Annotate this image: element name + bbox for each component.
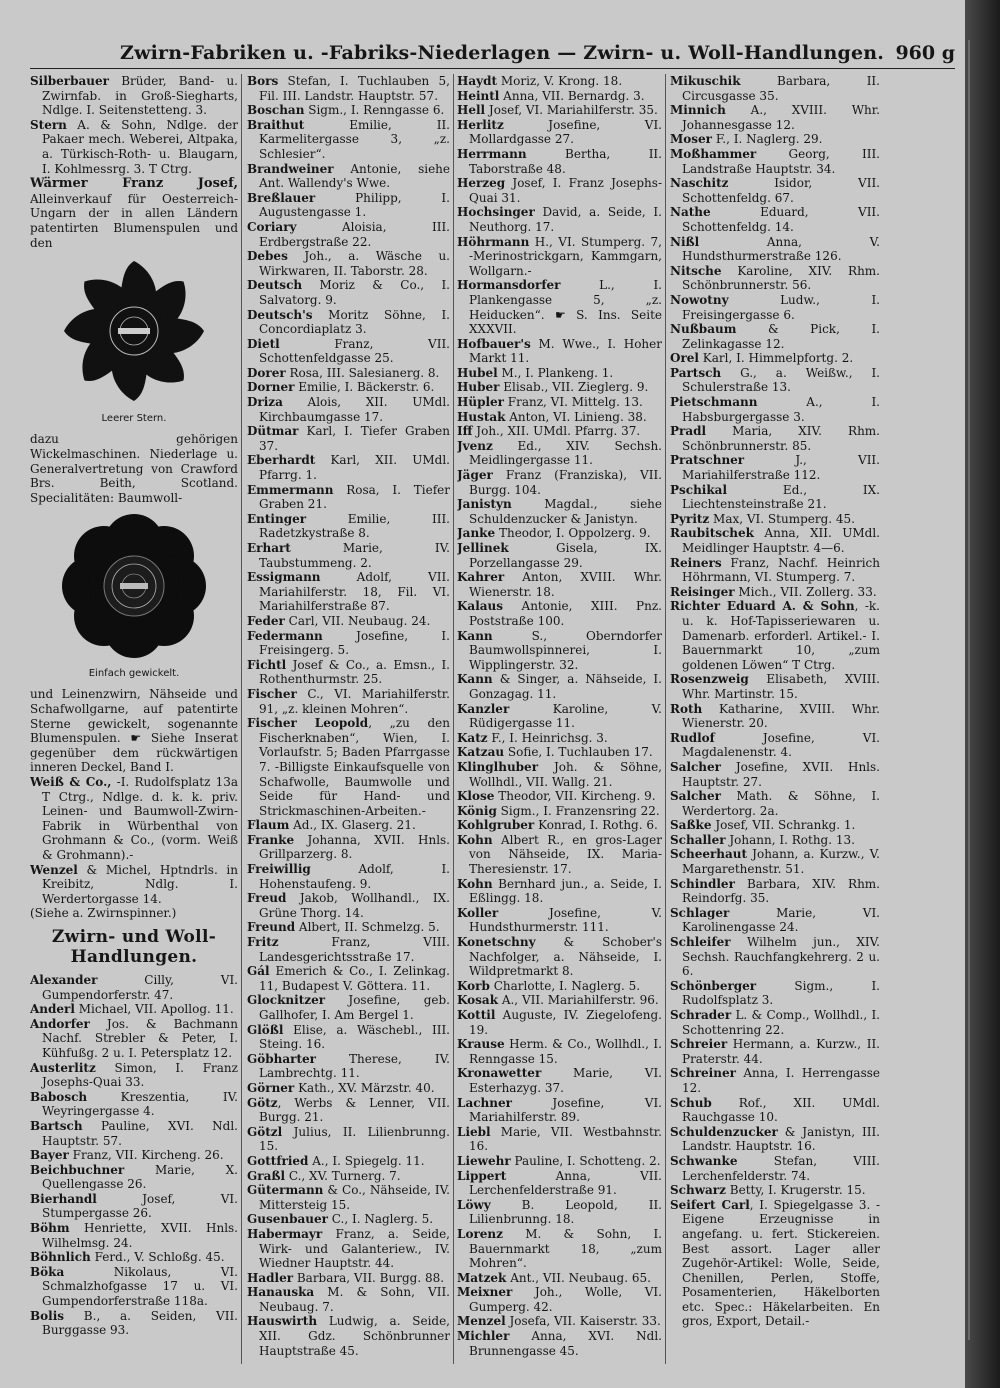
image-caption-1: Leerer Stern. (101, 412, 167, 424)
directory-entry: Naschitz Isidor, VII. Schottenfeldg. 67. (670, 176, 880, 205)
column-2 (247, 74, 450, 1374)
section-title: Zwirn- und Woll-Handlungen. (51, 926, 217, 967)
page-edge (965, 0, 1000, 1388)
directory-entry: Salcher Josefine, XVII. Hnls. Hauptstr. 27. (670, 759, 880, 789)
directory-entry: Erhart Marie, IV. Taubstummeng. 2. (247, 541, 450, 570)
directory-entry: Weiß & Co., -I. Rudolfsplatz 13a T Ctrg., Ndlge. d. k. k. priv. Leinen- und Baumwoll-Zwirn-Fabrik in Würbenthal von Grohmann & Co., (vorm. Weiß & Grohmann).- (30, 775, 238, 862)
directory-entry: Nißl Anna, V. Hundsthurmerstraße 126. (670, 234, 880, 264)
column-divider (241, 74, 242, 1364)
directory-entry: Fischer C., VI. Mariahilferstr. 91, „z. kleinen Mohren“. (247, 686, 450, 716)
directory-entry: Herlitz Josefine, VI. Mollardgasse 27. (457, 117, 662, 147)
directory-entry: Schwanke Stefan, VIII. Lerchenfelderstr. 74. (670, 1153, 880, 1183)
directory-entry: Habermayr Franz, a. Seide, Wirk- und Galanteriew., IV. Wiedner Hauptstr. 44. (247, 1226, 450, 1271)
entries-mid (30, 775, 238, 921)
directory-entry: Bierhandl Josef, VI. Stumpergasse 26. (30, 1191, 238, 1221)
directory-entry: Kann & Singer, a. Nähseide, I. Gonzagag. 11. (457, 672, 662, 701)
directory-entry: Iff Joh., XII. UMdl. Pfarrg. 37. (457, 424, 641, 439)
directory-entry: Glößl Elise, a. Wäschebl., III. Steing. 16. (247, 1022, 450, 1052)
entries-bottom (30, 973, 238, 1338)
directory-entry: Hell Josef, VI. Mariahilferstr. 35. (457, 103, 658, 118)
entries (670, 74, 880, 1329)
directory-entry: Freund Albert, II. Schmelzg. 5. (247, 920, 440, 935)
directory-entry: Kalaus Antonie, XIII. Pnz. Poststraße 100. (457, 599, 662, 628)
directory-entry: Salcher Math. & Söhne, I. Werdertorg. 2a. (670, 789, 880, 818)
star-spool-wound-image (30, 511, 238, 665)
column-1 (30, 74, 238, 1374)
directory-entry: Fischer Leopold, „zu den Fischerknaben“, Wien, I. Vorlaufstr. 5; Baden Pfarrgasse 7. -Billigste Einkaufsquelle von Schafwolle, Baumwolle und Seide für Hand- und Strickmaschinen-Arbeiten.- (247, 716, 450, 818)
column-divider (453, 74, 454, 1364)
ad-text-2: dazu gehörigen Wickelmaschinen. Niederlage u. Generalvertretung von Crawford Brs. Beith, Scotland. Specialitäten: Baumwoll- (30, 432, 238, 505)
directory-entry: Herzeg Josef, I. Franz Josephs-Quai 31. (457, 176, 662, 205)
directory-entry: Reiners Franz, Nachf. Heinrich Höhrmann, VI. Stumperg. 7. (670, 555, 880, 585)
directory-entry: Freud Jakob, Wollhandl., IX. Grüne Thorg. 14. (247, 891, 450, 920)
directory-entry: Braithut Emilie, II. Karmelitergasse 3, „z. Schlesier“. (247, 117, 450, 161)
directory-entry: Dütmar Karl, I. Tiefer Graben 37. (247, 424, 450, 453)
wound-spool-icon (59, 511, 209, 661)
directory-entry: Kronawetter Marie, VI. Esterhazyg. 37. (457, 1066, 662, 1095)
directory-entry: Raubitschek Anna, XII. UMdl. Meidlinger Hauptstr. 4—6. (670, 526, 880, 555)
directory-entry: Götz, Werbs & Lenner, VII. Burgg. 21. (247, 1095, 450, 1125)
directory-entry: Alexander Cilly, VI. Gumpendorferstr. 47. (30, 972, 238, 1002)
directory-entry: Görner Kath., XV. Märzstr. 40. (247, 1080, 435, 1095)
directory-entry: Pschikal Ed., IX. Liechtensteinstraße 21. (670, 482, 880, 512)
directory-entry: Lachner Josefine, VI. Mariahilferstr. 89. (457, 1095, 662, 1125)
directory-entry: Hüpler Franz, VI. Mittelg. 13. (457, 395, 643, 410)
directory-entry: Dietl Franz, VII. Schottenfeldgasse 25. (247, 336, 450, 366)
directory-entry: Huber Elisab., VII. Zieglerg. 9. (457, 380, 649, 395)
directory-entry: Michler Anna, XVI. Ndl. Brunnengasse 45. (457, 1329, 662, 1358)
directory-entry: Bayer Franz, VII. Kircheng. 26. (30, 1148, 224, 1163)
directory-entry: Meixner Joh., Wolle, VI. Gumperg. 42. (457, 1285, 662, 1314)
directory-entry: Fritz Franz, VIII. Landesgerichtsstraße 17. (247, 935, 450, 964)
directory-entry: Brandweiner Antonie, siehe Ant. Wallendy's Wwe. (247, 161, 450, 191)
page-header (30, 38, 955, 69)
directory-entry: Schreier Hermann, a. Kurzw., II. Praterstr. 44. (670, 1037, 880, 1066)
directory-entry: Nitsche Karoline, XIV. Rhm. Schönbrunnerstr. 56. (670, 263, 880, 293)
directory-entry: Hauswirth Ludwig, a. Seide, XII. Gdz. Schönbrunner Hauptstraße 45. (247, 1314, 450, 1358)
directory-entry: Pratschner J., VII. Mariahilferstraße 112. (670, 453, 880, 483)
directory-entry: Freiwillig Adolf, I. Hohenstaufeng. 9. (247, 862, 450, 891)
directory-entry: Emmermann Rosa, I. Tiefer Graben 21. (247, 482, 450, 512)
directory-entry: Lippert Anna, VII. Lerchenfelderstraße 91. (457, 1168, 662, 1198)
directory-entry: Jellinek Gisela, IX. Porzellangasse 29. (457, 541, 662, 570)
directory-entry: Kohn Bernhard jun., a. Seide, I. Eßlingg. 18. (457, 876, 662, 906)
directory-entry: Gál Emerich & Co., I. Zelinkag. 11, Budapest V. Göttera. 11. (247, 964, 450, 993)
directory-entry: Bartsch Pauline, XVI. Ndl. Hauptstr. 57. (30, 1118, 238, 1148)
directory-entry: Saßke Josef, VII. Schrankg. 1. (670, 818, 856, 833)
directory-entry: Kahrer Anton, XVIII. Whr. Wienerstr. 18. (457, 570, 662, 599)
directory-entry: Katz F., I. Heinrichsg. 3. (457, 730, 608, 745)
directory-entry: Fichtl Josef & Co., a. Emsn., I. Rothenthurmstr. 25. (247, 657, 450, 687)
directory-entry: Kohlgruber Konrad, I. Rothg. 6. (457, 818, 658, 833)
directory-entry: Hormansdorfer L., I. Plankengasse 5, „z. Heiducken“. ☛ S. Ins. Seite XXXVII. (457, 278, 662, 337)
directory-entry: Klinglhuber Joh. & Söhne, Wollhdl., VII. Wallg. 21. (457, 759, 662, 789)
directory-entry: Deutsch Moriz & Co., I. Salvatorg. 9. (247, 278, 450, 307)
directory-entry: Schindler Barbara, XIV. Rhm. Reindorfg. 35. (670, 876, 880, 906)
directory-entry: Stern A. & Sohn, Ndlge. der Pakaer mech. Weberei, Altpaka, a. Türkisch-Roth- u. Blaugarn, I. Kohlmessrg. 3. T Ctrg. (30, 117, 238, 176)
star-spool-icon (59, 256, 209, 406)
directory-entry: Anderl Michael, VII. Apollog. 11. (30, 1002, 234, 1017)
directory-entry: Gusenbauer C., I. Naglerg. 5. (247, 1212, 434, 1227)
directory-entry: Böka Nikolaus, VI. Schmalzhofgasse 17 u. VI. Gumpendorferstraße 118a. (30, 1264, 238, 1309)
column-4 (670, 74, 880, 1374)
directory-entry: Kanzler Karoline, V. Rüdigergasse 11. (457, 701, 662, 731)
directory-entry: Hofbauer's M. Wwe., I. Hoher Markt 11. (457, 336, 662, 366)
directory-entry: Hanauska M. & Sohn, VII. Neubaug. 7. (247, 1285, 450, 1314)
directory-entry: Kosak A., VII. Mariahilferstr. 96. (457, 993, 659, 1008)
directory-entry: Herrmann Bertha, II. Taborstraße 48. (457, 146, 662, 176)
directory-entry: Scheerhaut Johann, a. Kurzw., V. Margarethenstr. 51. (670, 847, 880, 877)
directory-entry: Krause Herm. & Co., Wollhdl., I. Renngasse 15. (457, 1037, 662, 1066)
header-title: Zwirn-Fabriken u. -Fabriks-Niederlagen — Zwirn- u. Woll-Handlungen. (120, 42, 885, 64)
directory-entry: Schleifer Wilhelm jun., XIV. Sechsh. Rauchfangkehrerg. 2 u. 6. (670, 935, 880, 979)
directory-entry: Schub Rof., XII. UMdl. Rauchgasse 10. (670, 1095, 880, 1125)
directory-entry: Kohn Albert R., en gros-Lager von Nähseide, IX. Maria-Theresienstr. 17. (457, 832, 662, 877)
directory-entry: Richter Eduard A. & Sohn, -k. u. k. Hof-Tapisseriewaren u. Damenarb. erforderl. Artikel.- I. Bauernmarkt 10, „zum goldenen Löwen“ T Ctrg. (670, 599, 880, 672)
directory-entry: Babosch Kreszentia, IV. Weyringergasse 4. (30, 1089, 238, 1119)
directory-entry: Bolis B., a. Seiden, VII. Burggasse 93. (30, 1308, 238, 1338)
entries (247, 74, 450, 1358)
directory-entry: Klose Theodor, VII. Kircheng. 9. (457, 789, 656, 804)
directory-entry: Essigmann Adolf, VII. Mariahilferstr. 18, Fil. VI. Mariahilferstraße 87. (247, 570, 450, 614)
star-spool-empty-image (30, 256, 238, 410)
directory-entry: Liewehr Pauline, I. Schotteng. 2. (457, 1153, 661, 1168)
directory-entry: Götzl Julius, II. Lilienbrunng. 15. (247, 1124, 450, 1154)
image-caption-2: Einfach gewickelt. (88, 667, 180, 679)
directory-entry: Roth Katharine, XVIII. Whr. Wienerstr. 20. (670, 701, 880, 731)
entries-top (30, 74, 238, 176)
directory-entry: Kottil Auguste, IV. Ziegelofeng. 19. (457, 1008, 662, 1037)
directory-entry: Schwarz Betty, I. Krugerstr. 15. (670, 1183, 866, 1198)
directory-entry: Dorer Rosa, III. Salesianerg. 8. (247, 365, 440, 380)
directory-entry: Pietschmann A., I. Habsburgergasse 3. (670, 395, 880, 424)
directory-entry: Katzau Sofie, I. Tuchlauben 17. (457, 745, 653, 760)
directory-entry: Moser F., I. Naglerg. 29. (670, 132, 823, 147)
directory-entry: Boschan Sigm., I. Renngasse 6. (247, 103, 445, 118)
ad-headline: Wärmer Franz Josef, Alleinverkauf für Oesterreich-Ungarn der in allen Ländern patentirten Blumenspulen und den (30, 176, 238, 250)
directory-entry: Janistyn Magdal., siehe Schuldenzucker & Janistyn. (457, 497, 662, 526)
directory-entry: Reisinger Mich., VII. Zollerg. 33. (670, 584, 877, 599)
directory-entry: Nathe Eduard, VII. Schottenfeldg. 14. (670, 205, 880, 234)
directory-entry: Eberhardt Karl, XII. UMdl. Pfarrg. 1. (247, 453, 450, 483)
directory-entry: Jäger Franz (Franziska), VII. Burgg. 104. (457, 468, 662, 497)
directory-entry: Mikuschik Barbara, II. Circusgasse 35. (670, 74, 880, 103)
directory-entry: Schrader L. & Comp., Wollhdl., I. Schottenring 22. (670, 1008, 880, 1037)
directory-entry: Liebl Marie, VII. Westbahnstr. 16. (457, 1124, 662, 1154)
directory-entry: Moßhammer Georg, III. Landstraße Hauptstr. 34. (670, 146, 880, 176)
directory-entry: Pyritz Max, VI. Stumperg. 45. (670, 511, 855, 526)
directory-entry: Partsch G., a. Weißw., I. Schulerstraße 13. (670, 365, 880, 395)
binding-line (968, 40, 970, 1340)
directory-entry: Rosenzweig Elisabeth, XVIII. Whr. Martinstr. 15. (670, 672, 880, 701)
directory-entry: Schaller Johann, I. Rothg. 13. (670, 832, 855, 847)
directory-entry: Austerlitz Simon, I. Franz Josephs-Quai 33. (30, 1060, 238, 1090)
directory-entry: Wenzel & Michel, Hptndrls. in Kreibitz, Ndlg. I. Werdertorgasse 14. (30, 862, 238, 906)
directory-entry: Bors Stefan, I. Tuchlauben 5, Fil. III. Landstr. Hauptstr. 57. (247, 74, 450, 103)
directory-entry: Rudlof Josefine, VI. Magdalenenstr. 4. (670, 730, 880, 760)
directory-entry: Federmann Josefine, I. Freisingerg. 5. (247, 628, 450, 658)
directory-entry: Debes Joh., a. Wäsche u. Wirkwaren, II. Taborstr. 28. (247, 249, 450, 278)
directory-entry: Glocknitzer Josefine, geb. Gallhofer, I. Am Bergel 1. (247, 993, 450, 1022)
directory-entry: Menzel Josefa, VII. Kaiserstr. 33. (457, 1314, 661, 1329)
directory-entry: Nowotny Ludw., I. Freisingergasse 6. (670, 292, 880, 322)
directory-entry: Hadler Barbara, VII. Burgg. 88. (247, 1270, 445, 1285)
directory-entry: Dorner Emilie, I. Bäckerstr. 6. (247, 380, 435, 395)
directory-entry: Gottfried A., I. Spiegelg. 11. (247, 1153, 425, 1168)
directory-entry: Coriary Aloisia, III. Erdbergstraße 22. (247, 219, 450, 249)
directory-entry: Driza Alois, XII. UMdl. Kirchbaumgasse 17. (247, 395, 450, 424)
directory-entry: Franke Johanna, XVII. Hnls. Grillparzerg. 8. (247, 832, 450, 862)
directory-entry: Koller Josefine, V. Hundsthurmerstr. 111. (457, 905, 662, 935)
directory-entry: Löwy B. Leopold, II. Lilienbrunng. 18. (457, 1197, 662, 1227)
directory-entry: Matzek Ant., VII. Neubaug. 65. (457, 1270, 651, 1285)
directory-entry: Hochsinger David, a. Seide, I. Neuthorg. 17. (457, 205, 662, 234)
directory-entry: Nußbaum & Pick, I. Zelinkagasse 12. (670, 322, 880, 351)
directory-entry: (Siehe a. Zwirnspinner.) (30, 906, 177, 921)
directory-entry: Schuldenzucker & Janistyn, III. Landstr. Hauptstr. 16. (670, 1124, 880, 1154)
directory-entry: Lorenz M. & Sohn, I. Bauernmarkt 18, „zum Mohren“. (457, 1226, 662, 1271)
directory-entry: Korb Charlotte, I. Naglerg. 5. (457, 978, 641, 993)
directory-entry: Andorfer Jos. & Bachmann Nachf. Strebler & Peter, I. Kühfußg. 2 u. I. Petersplatz 12. (30, 1016, 238, 1060)
column-3 (457, 74, 662, 1374)
directory-entry: Schlager Marie, VI. Karolinengasse 24. (670, 905, 880, 935)
directory-entry: Jvenz Ed., XIV. Sechsh. Meidlingergasse 11. (457, 438, 662, 468)
directory-entry: Höhrmann H., VI. Stumperg. 7, -Merinostrickgarn, Kammgarn, Wollgarn.- (457, 234, 662, 278)
directory-entry: Minnich A., XVIII. Whr. Johannesgasse 12. (670, 103, 880, 132)
directory-entry: Böhnlich Ferd., V. Schloßg. 45. (30, 1250, 225, 1265)
directory-entry: Hustak Anton, VI. Linieng. 38. (457, 409, 647, 424)
directory-entry: Seifert Carl, I. Spiegelgasse 3. -Eigene Erzeugnisse in angefang. u. fert. Stickereien. Best assort. Lager aller Zugehör-Artikel: Wolle, Seide, Chenillen, Perlen, Stoffe, Posamenterien, Häkelborten etc. Spec.: Häkelarbeiten. En gros, Export, Detail.- (670, 1197, 880, 1329)
directory-entry: Konetschny & Schober's Nachfolger, a. Nähseide, I. Wildpretmarkt 8. (457, 935, 662, 979)
directory-entry: Orel Karl, I. Himmelpfortg. 2. (670, 351, 854, 366)
directory-entry: Flaum Ad., IX. Glaserg. 21. (247, 818, 416, 833)
directory-entry: Schönberger Sigm., I. Rudolfsplatz 3. (670, 978, 880, 1008)
directory-entry: Graßl C., XV. Turnerg. 7. (247, 1168, 401, 1183)
directory-entry: Entinger Emilie, III. Radetzkystraße 8. (247, 511, 450, 541)
directory-entry: Haydt Moriz, V. Krong. 18. (457, 74, 623, 88)
directory-entry: Deutsch's Moritz Söhne, I. Concordiaplatz 3. (247, 307, 450, 337)
directory-entry: Feder Carl, VII. Neubaug. 24. (247, 613, 431, 628)
directory-entry: Janke Theodor, I. Oppolzerg. 9. (457, 526, 651, 541)
directory-entry: Schreiner Anna, I. Herrengasse 12. (670, 1066, 880, 1095)
directory-entry: Heintl Anna, VII. Bernardg. 3. (457, 88, 645, 103)
entries (457, 74, 662, 1358)
directory-entry: Hubel M., I. Plankeng. 1. (457, 365, 614, 380)
directory-entry: Göbharter Therese, IV. Lambrechtg. 11. (247, 1051, 450, 1081)
ad-text-3: und Leinenzwirn, Nähseide und Schafwollgarne, auf patentirte Sterne gewickelt, sogenannte Blumenspulen. ☛ Siehe Inserat gegenüber dem rückwärtigen inneren Deckel, Band I. (30, 687, 238, 775)
ad-text-1: Alleinverkauf für Oesterreich-Ungarn der in allen Ländern patentirten Blumenspulen und den (30, 191, 238, 250)
directory-entry: Silberbauer Brüder, Band- u. Zwirnfab. in Groß-Siegharts, Ndlge. I. Seitenstetteng. 3. (30, 74, 238, 118)
directory-entry: Breßlauer Philipp, I. Augustengasse 1. (247, 190, 450, 220)
directory-entry: König Sigm., I. Franzensring 22. (457, 803, 660, 818)
directory-entry: Beichbuchner Marie, X. Quellengasse 26. (30, 1162, 238, 1192)
directory-entry: Kann S., Oberndorfer Baumwollspinnerei, I. Wipplingerstr. 32. (457, 628, 662, 672)
column-divider (665, 74, 666, 1364)
page-number: 960 g (895, 42, 955, 64)
directory-entry: Böhm Henriette, XVII. Hnls. Wilhelmsg. 24. (30, 1221, 238, 1250)
directory-entry: Pradl Maria, XIV. Rhm. Schönbrunnerstr. 85. (670, 424, 880, 453)
directory-entry: Gütermann & Co., Nähseide, IV. Mittersteig 15. (247, 1183, 450, 1212)
